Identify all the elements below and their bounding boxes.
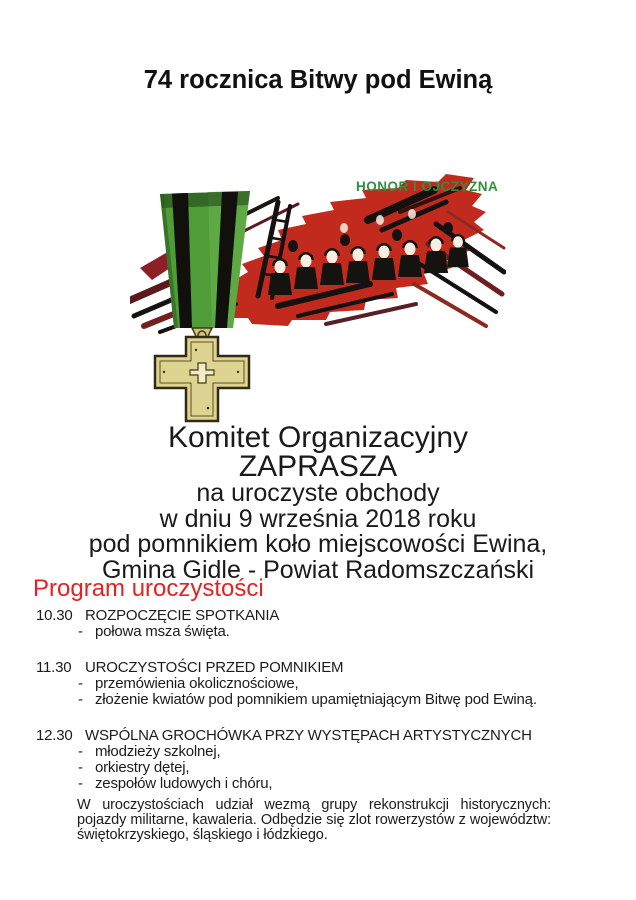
program-subitem-text: młodzieży szkolnej, bbox=[95, 743, 221, 760]
program-subitem bbox=[0, 624, 603, 640]
program-item-head bbox=[0, 660, 603, 676]
invitation-invites-line: ZAPRASZA bbox=[238, 450, 398, 483]
program-item-head bbox=[0, 728, 603, 744]
invitation-committee-line: Komitet Organizacyjny bbox=[167, 421, 469, 454]
page-title: 74 rocznica Bitwy pod Ewiną bbox=[143, 66, 493, 94]
honor-ojczyzna-caption: HONOR I OJCZYZNA bbox=[356, 179, 499, 194]
program-subitem bbox=[0, 692, 603, 708]
dash-bullet: - bbox=[78, 623, 83, 640]
invitation-region-line: Gmina Gidle - Powiat Radomszczański bbox=[101, 555, 535, 584]
program-time: 11.30 bbox=[36, 659, 72, 676]
program-subitem-text: orkiestry dętej, bbox=[95, 759, 190, 776]
program-item-head bbox=[0, 608, 603, 624]
program-subitem bbox=[0, 760, 603, 776]
dash-bullet: - bbox=[78, 743, 83, 760]
program-subitem-text: połowa msza święta. bbox=[95, 623, 230, 640]
program-item bbox=[0, 660, 603, 708]
medal-artwork-image bbox=[130, 160, 506, 426]
program-time: 12.30 bbox=[36, 727, 73, 744]
program-item-title: UROCZYSTOŚCI PRZED POMNIKIEM bbox=[85, 659, 344, 676]
grunwald-cross-icon bbox=[155, 328, 249, 421]
invitation-date-line: w dniu 9 września 2018 roku bbox=[159, 504, 477, 533]
program-item-title: WSPÓLNA GROCHÓWKA PRZY WYSTĘPACH ARTYSTYCZNYCH bbox=[85, 727, 532, 744]
dash-bullet: - bbox=[78, 759, 83, 776]
program-subitem-text: złożenie kwiatów pod pomnikiem upamiętniającym Bitwę pod Ewiną. bbox=[95, 691, 537, 708]
dash-bullet: - bbox=[78, 775, 83, 792]
program-subitem bbox=[0, 776, 603, 792]
program-schedule bbox=[0, 608, 603, 812]
invitation-occasion-line: na uroczyste obchody bbox=[196, 479, 440, 507]
program-item bbox=[0, 608, 603, 640]
program-time: 10.30 bbox=[36, 607, 73, 624]
invitation-place-line: pod pomnikiem koło miejscowości Ewina, bbox=[88, 530, 548, 558]
footer-note: W uroczystościach udział wezmą grupy rekonstrukcji historycznych: pojazdy militarne, kawaleria. Odbędzie się zlot rowerzystów z województw: świętokrzyskiego, śląskiego i łódzkiego. bbox=[77, 797, 551, 843]
program-heading: Program uroczystości bbox=[33, 575, 264, 602]
program-item-title: ROZPOCZĘCIE SPOTKANIA bbox=[85, 607, 280, 624]
program-item bbox=[0, 728, 603, 792]
program-subitem-text: przemówienia okolicznościowe, bbox=[95, 675, 299, 692]
dash-bullet: - bbox=[78, 675, 83, 692]
program-subitem bbox=[0, 676, 603, 692]
program-subitem-text: zespołów ludowych i chóru, bbox=[95, 775, 273, 792]
dash-bullet: - bbox=[78, 691, 83, 708]
invitation-block bbox=[0, 423, 636, 583]
program-subitem bbox=[0, 744, 603, 760]
